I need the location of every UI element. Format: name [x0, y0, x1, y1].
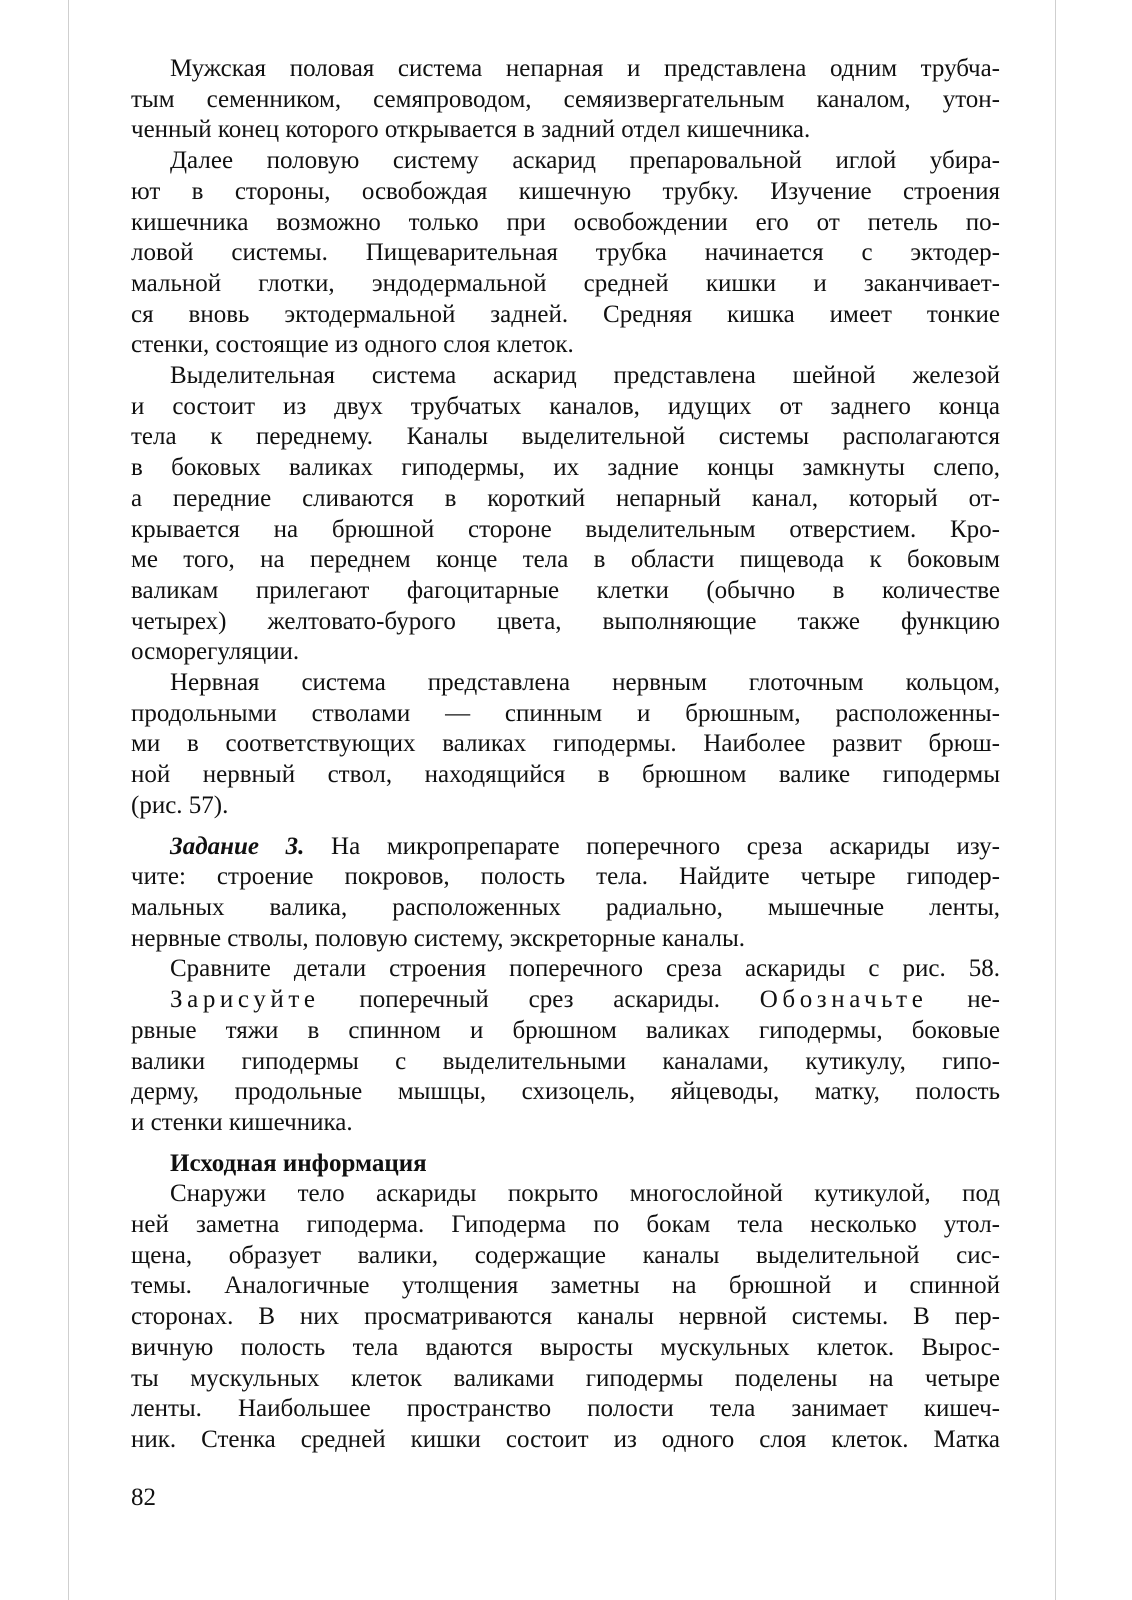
text-line: ты мускульных клеток валиками гиподермы поделены на четыре: [131, 1364, 1000, 1392]
text-line: Далее половую систему аскарид препаровальной иглой убира-: [170, 147, 1000, 175]
page-edge-left: [68, 0, 69, 1600]
text-line: [131, 832, 1000, 863]
task-label: Задание 3.: [170, 832, 305, 860]
text-line: ленты. Наибольшее пространство полости тела занимает кишеч-: [131, 1395, 1000, 1423]
paragraph-excretory: [131, 361, 1000, 668]
text-line: ней заметна гиподерма. Гиподерма по бокам тела несколько утол-: [131, 1211, 1000, 1239]
text-line: валики гиподермы с выделительными каналами, кутикулу, гипо-: [131, 1047, 1000, 1075]
text-line: в боковых валиках гиподермы, их задние концы замкнуты слепо,: [131, 454, 1000, 482]
text-line: стенки, состоящие из одного слоя клеток.: [131, 331, 574, 359]
text-line: ченный конец которого открывается в задний отдел кишечника.: [131, 116, 811, 144]
text-line: ме того, на переднем конце тела в области пищевода к боковым: [131, 546, 1000, 574]
draw-end: не-: [967, 986, 1000, 1014]
text-line: вичную полость тела вдаются выросты мускульных клеток. Вырос-: [131, 1333, 1000, 1361]
text-line: Выделительная система аскарид представлена шейной железой: [170, 362, 1000, 390]
draw-mid: поперечный срез аскариды.: [359, 986, 720, 1014]
text-line: тела к переднему. Каналы выделительной системы располагаются: [131, 423, 1000, 451]
text-line: дерму, продольные мышцы, схизоцель, яйцеводы, матку, полость: [131, 1078, 1000, 1106]
page-number: 82: [131, 1484, 156, 1511]
text-line: темы. Аналогичные утолщения заметны на брюшной и спинной: [131, 1272, 1000, 1300]
text-line: чите: строение покровов, полость тела. Найдите четыре гиподер-: [131, 863, 1000, 891]
text-line: ют в стороны, освобождая кишечную трубку. Изучение строения: [131, 177, 1000, 205]
text-line: а передние сливаются в короткий непарный канал, который от-: [131, 484, 1000, 512]
text-column: [131, 54, 1000, 1456]
text-line: и стенки кишечника.: [131, 1108, 353, 1136]
paragraph-nervous: [131, 668, 1000, 822]
draw-word-2: Обозначьте: [759, 986, 928, 1014]
text-line: рвные тяжи в спинном и брюшном валиках гиподермы, боковые: [131, 1016, 1000, 1044]
task-3: [131, 832, 1000, 955]
paragraph-male-reproductive: [131, 54, 1000, 146]
text-line: тым семенником, семяпроводом, семяизвергательным каналом, утон-: [131, 85, 1000, 113]
text-line: осморегуляции.: [131, 638, 300, 666]
text-line: нервные стволы, половую систему, экскреторные каналы.: [131, 924, 746, 952]
draw-word-1: Зарисуйте: [170, 986, 320, 1014]
text-line: Мужская половая система непарная и представлена одним трубча-: [170, 55, 1000, 82]
text-line: щена, образует валики, содержащие каналы выделительной сис-: [131, 1241, 1000, 1269]
text-line: продольными стволами — спинным и брюшным, расположенны-: [131, 699, 1000, 727]
text-line: кишечника возможно только при освобождении его от петель по-: [131, 208, 1000, 236]
text-line: валикам прилегают фагоцитарные клетки (обычно в количестве: [131, 576, 1000, 604]
text-line: Сравните детали строения поперечного среза аскариды с рис. 58.: [170, 955, 1000, 983]
text-line: ной нервный ствол, находящийся в брюшном валике гиподермы: [131, 761, 1000, 789]
text-line: Нервная система представлена нервным глоточным кольцом,: [170, 669, 1000, 697]
paragraph-digestive: [131, 146, 1000, 361]
compare-instruction: [131, 954, 1000, 985]
page-edge-right: [1055, 0, 1056, 1600]
text-line: мальных валика, расположенных радиально, мышечные ленты,: [131, 893, 1000, 921]
text-line: (рис. 57).: [131, 791, 229, 819]
text-line: и состоит из двух трубчатых каналов, идущих от заднего конца: [131, 392, 1000, 420]
paragraph-source-info: [131, 1179, 1000, 1455]
draw-instruction: [131, 985, 1000, 1139]
text-line: четырех) желтовато-бурого цвета, выполняющие также функцию: [131, 607, 1000, 635]
text-line: ми в соответствующих валиках гиподермы. Наиболее развит брюш-: [131, 730, 1000, 758]
text-line: Снаружи тело аскариды покрыто многослойной кутикулой, под: [170, 1180, 1000, 1208]
text-line: мальной глотки, эндодермальной средней кишки и заканчивает-: [131, 269, 1000, 297]
task-first-line: На микропрепарате поперечного среза аскариды изу-: [331, 832, 1000, 860]
text-line: крывается на брюшной стороне выделительным отверстием. Кро-: [131, 515, 1000, 543]
text-line: ловой системы. Пищеварительная трубка начинается с эктодер-: [131, 239, 1000, 267]
section-heading: Исходная информация: [170, 1149, 427, 1177]
text-line: [131, 985, 1000, 1016]
text-line: ник. Стенка средней кишки состоит из одного слоя клеток. Матка: [131, 1425, 1000, 1453]
text-line: сторонах. В них просматриваются каналы нервной системы. В пер-: [131, 1303, 1000, 1331]
text-line: ся вновь эктодермальной задней. Средняя кишка имеет тонкие: [131, 300, 1000, 328]
